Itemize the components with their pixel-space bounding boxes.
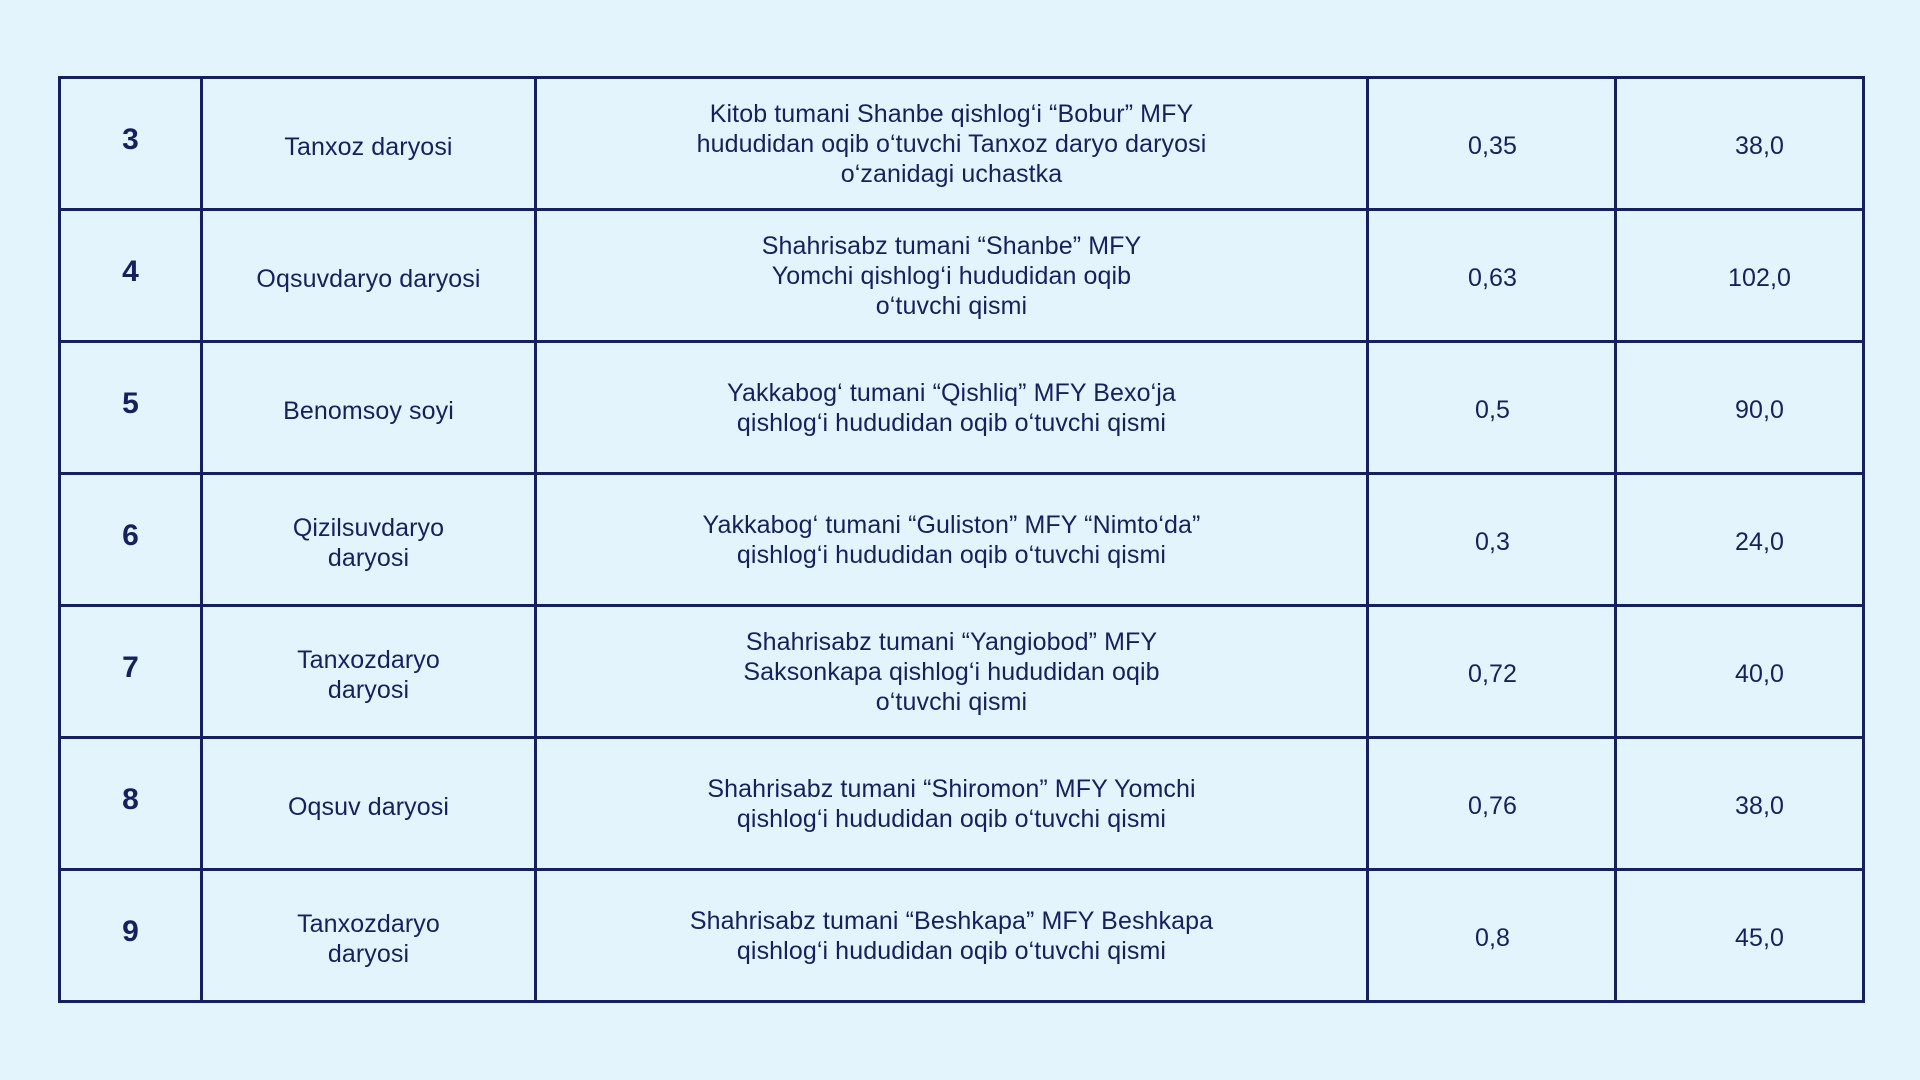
- table-row: [60, 474, 1864, 606]
- value-cell-1: 0,5: [1368, 342, 1616, 474]
- location-description-cell: [536, 738, 1368, 870]
- location-description-line: hududidan oqib o‘tuvchi Tanxoz daryo daryosi: [696, 129, 1207, 158]
- location-description-line: Yomchi qishlog‘i hududidan oqib: [771, 261, 1132, 290]
- location-description-line: o‘tuvchi qismi: [875, 687, 1028, 716]
- river-name-line: daryosi: [327, 675, 410, 704]
- location-description-line: Shahrisabz tumani “Beshkapa” MFY Beshkapa: [689, 906, 1214, 935]
- river-name-line: Oqsuvdaryo daryosi: [256, 264, 481, 293]
- river-name-cell: [202, 474, 536, 606]
- value-cell-1: 0,63: [1368, 210, 1616, 342]
- location-description-line: qishlog‘i hududidan oqib o‘tuvchi qismi: [736, 408, 1167, 437]
- location-description-line: o‘tuvchi qismi: [875, 291, 1028, 320]
- value-cell-2: 45,0: [1616, 870, 1864, 1002]
- location-description-line: o‘zanidagi uchastka: [840, 159, 1063, 188]
- table-row: [60, 78, 1864, 210]
- location-description-line: qishlog‘i hududidan oqib o‘tuvchi qismi: [736, 936, 1167, 965]
- table-row: [60, 210, 1864, 342]
- row-number-cell: 6: [60, 474, 202, 606]
- data-table-container: [58, 76, 1862, 1002]
- location-description-line: Kitob tumani Shanbe qishlog‘i “Bobur” MFY: [709, 99, 1194, 128]
- value-cell-2: 38,0: [1616, 738, 1864, 870]
- river-name-line: Tanxozdaryo: [297, 645, 440, 674]
- location-description-cell: [536, 342, 1368, 474]
- river-name-line: Tanxoz daryosi: [284, 132, 453, 161]
- location-description-line: Shahrisabz tumani “Shiromon” MFY Yomchi: [707, 774, 1196, 803]
- location-description-line: Yakkabog‘ tumani “Guliston” MFY “Nimto‘da”: [702, 510, 1201, 539]
- river-name-cell: [202, 738, 536, 870]
- location-description-line: qishlog‘i hududidan oqib o‘tuvchi qismi: [736, 804, 1167, 833]
- river-name-cell: [202, 78, 536, 210]
- data-table: [58, 76, 1865, 1003]
- river-name-line: daryosi: [327, 939, 410, 968]
- table-row: [60, 738, 1864, 870]
- row-number-cell: 5: [60, 342, 202, 474]
- value-cell-1: 0,35: [1368, 78, 1616, 210]
- river-name-line: Tanxozdaryo: [297, 909, 440, 938]
- location-description-line: Shahrisabz tumani “Yangiobod” MFY: [745, 627, 1158, 656]
- location-description-line: qishlog‘i hududidan oqib o‘tuvchi qismi: [736, 540, 1167, 569]
- value-cell-2: 24,0: [1616, 474, 1864, 606]
- row-number-cell: 9: [60, 870, 202, 1002]
- value-cell-2: 40,0: [1616, 606, 1864, 738]
- river-name-cell: [202, 606, 536, 738]
- table-row: [60, 342, 1864, 474]
- river-name-line: Benomsoy soyi: [283, 396, 454, 425]
- table-row: [60, 870, 1864, 1002]
- river-name-cell: [202, 210, 536, 342]
- row-number-cell: 8: [60, 738, 202, 870]
- location-description-cell: [536, 606, 1368, 738]
- value-cell-2: 90,0: [1616, 342, 1864, 474]
- value-cell-2: 102,0: [1616, 210, 1864, 342]
- river-name-line: Qizilsuvdaryo: [292, 513, 445, 542]
- value-cell-1: 0,72: [1368, 606, 1616, 738]
- river-name-line: Oqsuv daryosi: [287, 792, 450, 821]
- value-cell-2: 38,0: [1616, 78, 1864, 210]
- value-cell-1: 0,3: [1368, 474, 1616, 606]
- row-number-cell: 4: [60, 210, 202, 342]
- row-number-cell: 7: [60, 606, 202, 738]
- value-cell-1: 0,76: [1368, 738, 1616, 870]
- location-description-line: Yakkabog‘ tumani “Qishliq” MFY Bexo‘ja: [727, 378, 1176, 407]
- location-description-cell: [536, 474, 1368, 606]
- location-description-cell: [536, 78, 1368, 210]
- location-description-cell: [536, 870, 1368, 1002]
- table-row: [60, 606, 1864, 738]
- river-name-cell: [202, 342, 536, 474]
- river-name-cell: [202, 870, 536, 1002]
- river-name-line: daryosi: [327, 543, 410, 572]
- location-description-line: Saksonkapa qishlog‘i hududidan oqib: [743, 657, 1160, 686]
- location-description-line: Shahrisabz tumani “Shanbe” MFY: [761, 231, 1142, 260]
- row-number-cell: 3: [60, 78, 202, 210]
- location-description-cell: [536, 210, 1368, 342]
- value-cell-1: 0,8: [1368, 870, 1616, 1002]
